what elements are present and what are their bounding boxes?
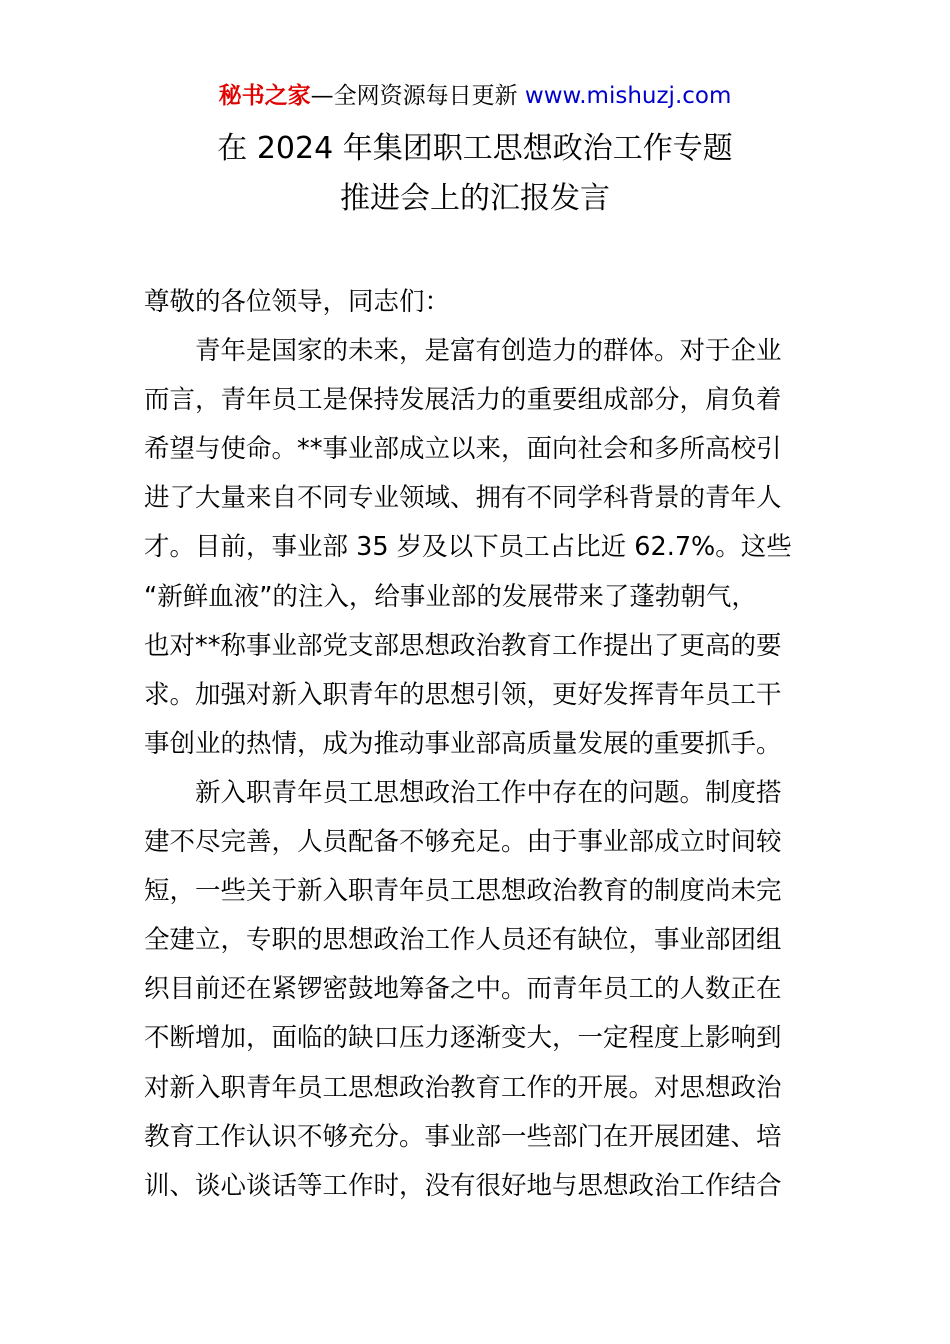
salutation: 尊敬的各位领导，同志们： <box>144 287 451 317</box>
title-line-2: 推进会上的汇报发言 <box>340 181 610 216</box>
paragraph-line: 织目前还在紧锣密鼓地筹备之中。而青年员工的人数正在 <box>144 974 782 1005</box>
paragraph-line: 全建立，专职的思想政治工作人员还有缺位，事业部团组 <box>144 925 782 956</box>
document-title <box>0 124 950 224</box>
paragraph-line: 才。目前，事业部 35 岁及以下员工占比近 62.7%。这些 <box>144 532 792 563</box>
paragraph-line: 事创业的热情，成为推动事业部高质量发展的重要抓手。 <box>144 728 782 759</box>
paragraph-line: 不断增加，面临的缺口压力逐渐变大，一定程度上影响到 <box>144 1023 782 1054</box>
paragraph-line: 训、谈心谈话等工作时，没有很好地与思想政治工作结合 <box>144 1170 782 1201</box>
paragraph-line: 也对**称事业部党支部思想政治教育工作提出了更高的要 <box>144 630 782 661</box>
paragraph-line: 进了大量来自不同专业领域、拥有不同学科背景的青年人 <box>144 483 782 514</box>
paragraph-line: 短，一些关于新入职青年员工思想政治教育的制度尚未完 <box>144 876 782 907</box>
document-body <box>144 278 808 1211</box>
brand-name: 秘书之家 <box>218 83 311 109</box>
paragraph-line: 希望与使命。**事业部成立以来，面向社会和多所高校引 <box>144 434 782 465</box>
paragraph-line: “新鲜血液”的注入，给事业部的发展带来了蓬勃朝气， <box>144 581 757 612</box>
paragraph-line: 求。加强对新入职青年的思想引领，更好发挥青年员工干 <box>144 679 782 710</box>
header-tagline: —全网资源每日更新 <box>310 83 525 109</box>
title-line-1: 在 2024 年集团职工思想政治工作专题 <box>217 131 733 166</box>
paragraph-line: 建不尽完善，人员配备不够充足。由于事业部成立时间较 <box>144 827 782 858</box>
site-header <box>0 78 950 114</box>
paragraph-line: 教育工作认识不够充分。事业部一些部门在开展团建、培 <box>144 1121 782 1152</box>
site-url-link[interactable]: www.mishuzj.com <box>524 83 732 109</box>
paragraph-line: 而言，青年员工是保持发展活力的重要组成部分，肩负着 <box>144 385 782 416</box>
paragraph-line: 新入职青年员工思想政治工作中存在的问题。制度搭 <box>195 777 782 808</box>
paragraph-line: 青年是国家的未来，是富有创造力的群体。对于企业 <box>195 336 782 367</box>
paragraph-line: 对新入职青年员工思想政治教育工作的开展。对思想政治 <box>144 1072 782 1103</box>
